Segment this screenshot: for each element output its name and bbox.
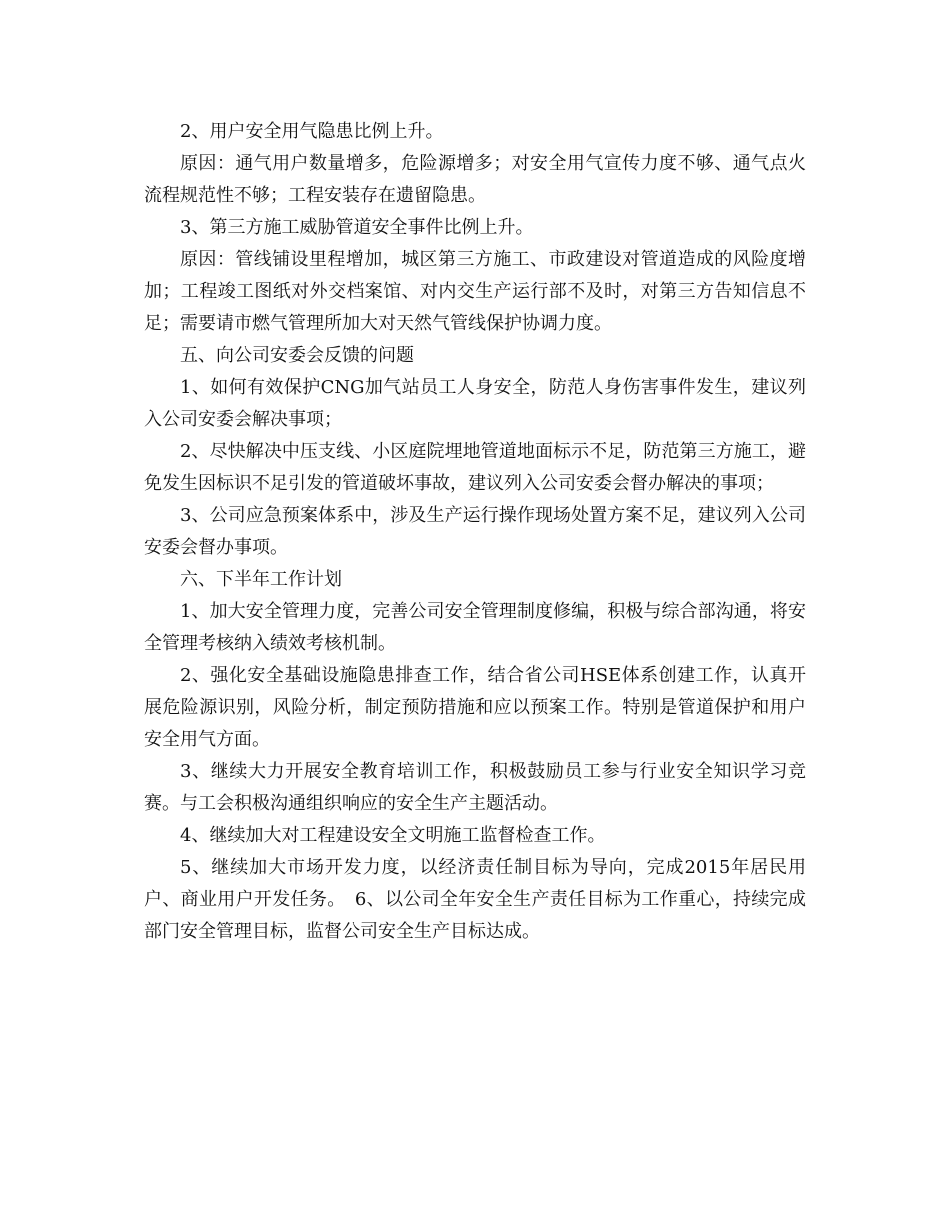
section-heading-work-plan: 六、下半年工作计划 [180, 569, 342, 590]
paragraph-plan-2: 2、强化安全基础设施隐患排查工作，结合省公司HSE体系创建工作，认真开展危险源识别，风险分析，制定预防措施和应以预案工作。特别是管道保护和用户安全用气方面。 [144, 665, 806, 750]
paragraph-feedback-3: 3、公司应急预案体系中，涉及生产运行操作现场处置方案不足，建议列入公司安委会督办事项。 [144, 505, 806, 558]
document-body [144, 116, 806, 948]
paragraph-plan-4: 4、继续加大对工程建设安全文明施工监督检查工作。 [180, 825, 606, 846]
paragraph-feedback-1: 1、如何有效保护CNG加气站员工人身安全，防范人身伤害事件发生，建议列入公司安委会解决事项； [144, 377, 806, 430]
paragraph-plan-5-6: 5、继续加大市场开发力度，以经济责任制目标为导向，完成2015年居民用户、商业用户开发任务。 6、以公司全年安全生产责任目标为工作重心，持续完成部门安全管理目标，监督公司安全生产目标达成。 [144, 857, 806, 942]
paragraph-cause-2: 原因：管线铺设里程增加，城区第三方施工、市政建设对管道造成的风险度增加；工程竣工图纸对外交档案馆、对内交生产运行部不及时，对第三方告知信息不足；需要请市燃气管理所加大对天然气管线保护协调力度。 [144, 249, 806, 334]
section-heading-feedback: 五、向公司安委会反馈的问题 [180, 345, 414, 366]
paragraph-plan-3: 3、继续大力开展安全教育培训工作，积极鼓励员工参与行业安全知识学习竞赛。与工会积极沟通组织响应的安全生产主题活动。 [144, 761, 806, 814]
paragraph-item-3-heading: 3、第三方施工威胁管道安全事件比例上升。 [180, 217, 534, 238]
paragraph-cause-1: 原因：通气用户数量增多，危险源增多；对安全用气宣传力度不够、通气点火流程规范性不够；工程安装存在遗留隐患。 [144, 153, 806, 206]
paragraph-plan-1: 1、加大安全管理力度，完善公司安全管理制度修编，积极与综合部沟通，将安全管理考核纳入绩效考核机制。 [144, 601, 806, 654]
paragraph-item-2-heading: 2、用户安全用气隐患比例上升。 [180, 121, 444, 142]
paragraph-feedback-2: 2、尽快解决中压支线、小区庭院埋地管道地面标示不足，防范第三方施工，避免发生因标识不足引发的管道破坏事故，建议列入公司安委会督办解决的事项； [144, 441, 806, 494]
